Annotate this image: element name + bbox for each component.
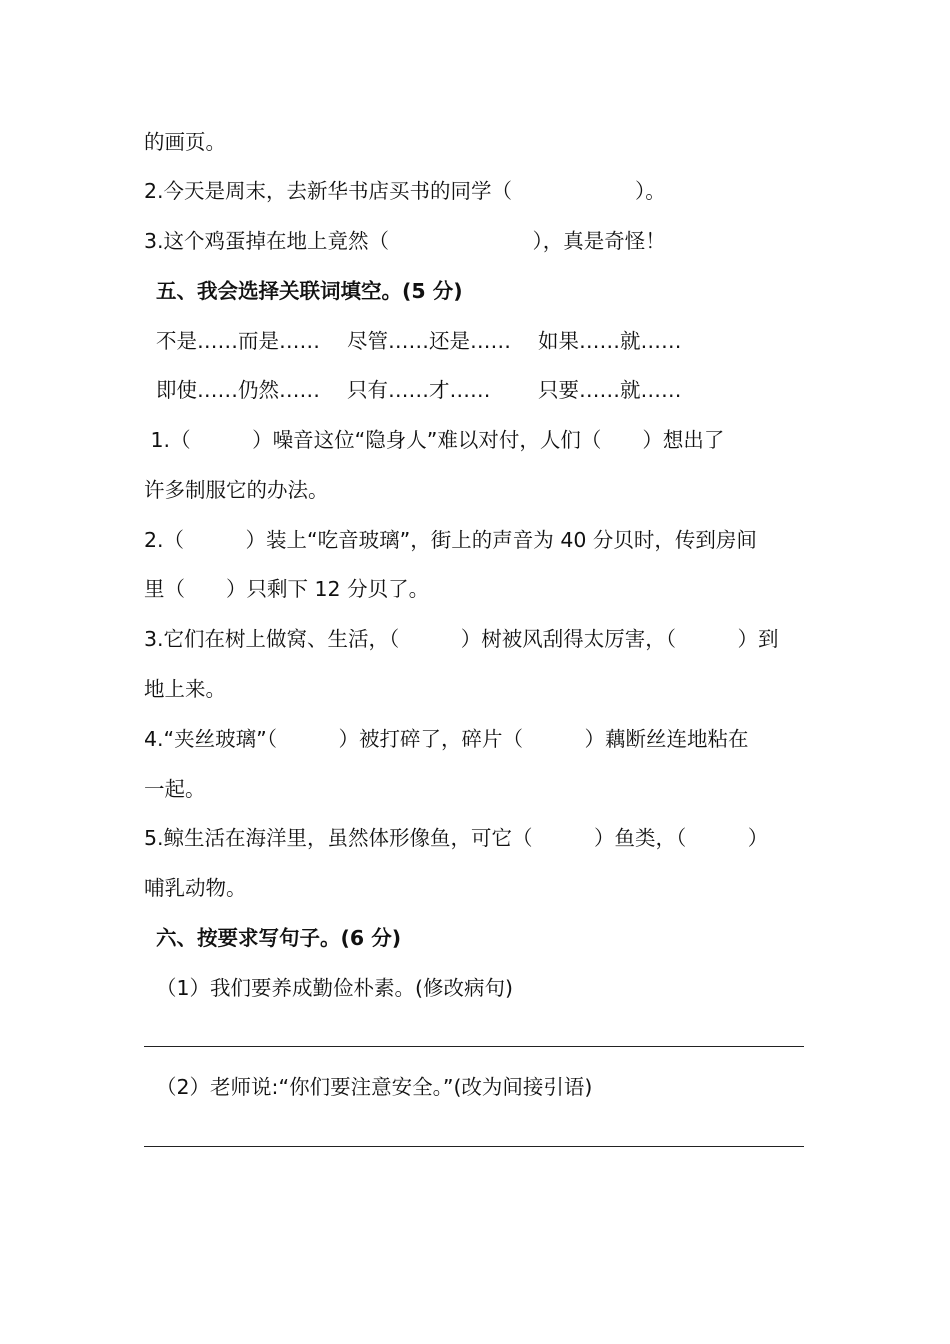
question-3-line: 3.这个鸡蛋掉在地上竟然（ ），真是奇怪！ — [144, 229, 666, 253]
s6-question-1: （1）我们要养成勤俭朴素。(修改病句) — [156, 976, 514, 1000]
question-2-line: 2.今天是周末，去新华书店买书的同学（ ）。 — [144, 179, 666, 203]
conjunction-options-row-1: 不是……而是…… 尽管……还是…… 如果……就…… — [156, 329, 682, 353]
conjunction-options-row-2: 即使……仍然…… 只有……才…… 只要……就…… — [156, 378, 682, 402]
s5-item-4-line-1: 4.“夹丝玻璃”（ ）被打碎了，碎片（ ）藕断丝连地粘在 — [144, 727, 749, 751]
s5-item-1-line-2: 许多制服它的办法。 — [144, 478, 329, 502]
s6-question-2: （2）老师说:“你们要注意安全。”(改为间接引语) — [156, 1075, 593, 1099]
s5-item-4-line-2: 一起。 — [144, 777, 206, 801]
s5-item-3-line-2: 地上来。 — [144, 677, 226, 701]
s5-item-2-line-1: 2.（ ）装上“吃音玻璃”，街上的声音为 40 分贝时，传到房间 — [144, 528, 757, 552]
s5-item-5-line-1: 5.鲸生活在海洋里，虽然体形像鱼，可它（ ）鱼类，（ ） — [144, 826, 769, 850]
s5-item-1-line-1: 1.（ ）噪音这位“隐身人”难以对付，人们（ ）想出了 — [144, 428, 725, 452]
section-6-heading: 六、按要求写句子。(6 分) — [156, 926, 402, 950]
answer-line-2[interactable] — [144, 1146, 804, 1147]
answer-line-1[interactable] — [144, 1046, 804, 1047]
s5-item-5-line-2: 哺乳动物。 — [144, 876, 247, 900]
s5-item-3-line-1: 3.它们在树上做窝、生活，（ ）树被风刮得太厉害，（ ）到 — [144, 627, 779, 651]
section-5-heading: 五、我会选择关联词填空。(5 分) — [156, 279, 463, 303]
s5-item-2-line-2: 里（ ）只剩下 12 分贝了。 — [144, 577, 430, 601]
text-line: 的画页。 — [144, 130, 226, 154]
